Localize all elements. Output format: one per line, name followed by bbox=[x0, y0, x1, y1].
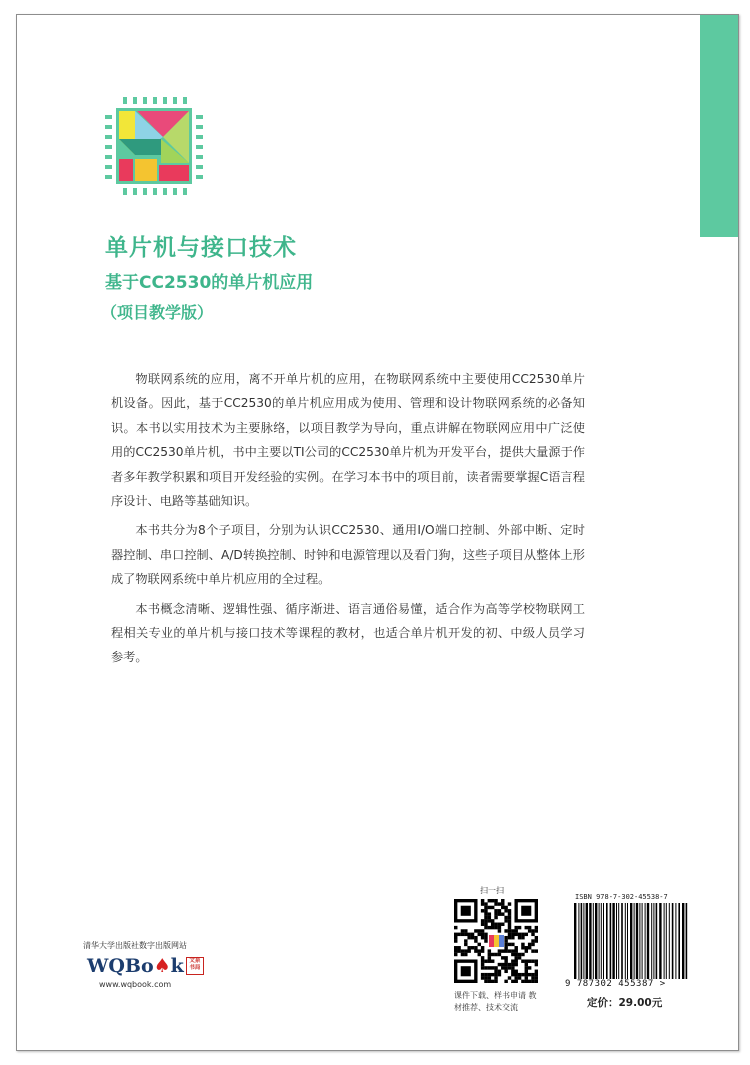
wqbook-logo-text bbox=[87, 955, 184, 977]
book-back-cover bbox=[16, 14, 739, 1051]
wqbook-logo bbox=[87, 955, 204, 979]
book-title: 单片机与接口技术 bbox=[105, 235, 297, 261]
barcode-icon bbox=[570, 903, 693, 979]
logo-leaf-icon: ♠ bbox=[153, 955, 171, 977]
qr-caption: 课件下载、样书申请 教材推荐、技术交流 bbox=[454, 991, 537, 1012]
publisher-seal-icon: 文泉 书局 bbox=[186, 957, 204, 975]
qr-code-icon bbox=[454, 899, 538, 983]
description-paragraph: 物联网系统的应用，离不开单片机的应用，在物联网系统中主要使用CC2530单片机设备。因此，基于CC2530的单片机应用成为使用、管理和设计物联网系统的必备知识。本书以实用技术为主要脉络，以项目教学为导向，重点讲解在物联网应用中广泛使用的CC2530单片机，书中主要以TI公司的CC2530单片机为开发平台，提供大量源于作者多年教学积累和项目开发经验的实例。在学习本书中的项目前，读者需要掌握C语言程序设计、电路等基础知识。 bbox=[111, 372, 585, 509]
logo-text-a: WQBo bbox=[87, 955, 154, 977]
description-paragraph: 本书概念清晰、逻辑性强、循序渐进、语言通俗易懂，适合作为高等学校物联网工程相关专业的单片机与接口技术等课程的教材，也适合单片机开发的初、中级人员学习参考。 bbox=[111, 601, 585, 665]
book-subtitle: 基于CC2530的单片机应用 bbox=[105, 273, 314, 293]
logo-text-b: k bbox=[170, 955, 184, 977]
publisher-site-label: 清华大学出版社数字出版网站 bbox=[83, 941, 187, 950]
isbn-number: ISBN 978-7-302-45538-7 bbox=[575, 893, 668, 901]
publisher-url: www.wqbook.com bbox=[99, 980, 172, 989]
qr-label: 扫一扫 bbox=[480, 886, 504, 895]
book-edition: （项目教学版） bbox=[101, 303, 214, 322]
book-price: 定价：29.00元 bbox=[587, 997, 663, 1009]
barcode-digits: 9 787302 455387 > bbox=[565, 979, 666, 989]
green-spine-tab bbox=[700, 15, 738, 237]
description-paragraph: 本书共分为8个子项目，分别为认识CC2530、通用I/O端口控制、外部中断、定时器控制、串口控制、A/D转换控制、时钟和电源管理以及看门狗，这些子项目从整体上形成了物联网系统中单片机应用的全过程。 bbox=[111, 523, 585, 587]
book-description bbox=[111, 367, 585, 675]
tangram-chip-logo bbox=[105, 97, 203, 195]
